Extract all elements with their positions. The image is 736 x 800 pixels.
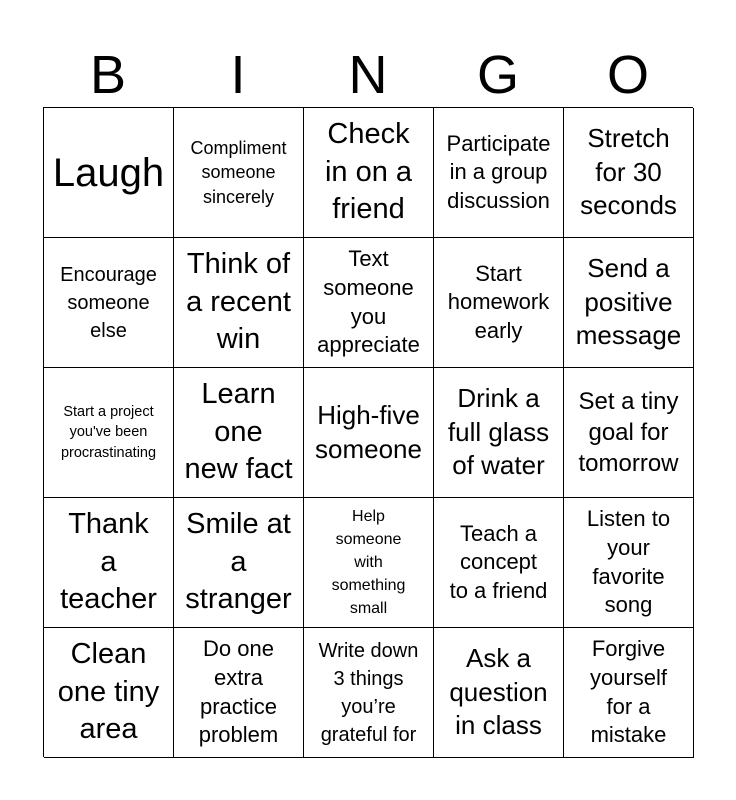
cell-text: Do one extra practice problem — [198, 636, 279, 748]
bingo-cell[interactable] — [304, 628, 434, 758]
bingo-cell[interactable] — [44, 498, 174, 628]
bingo-cell[interactable] — [44, 108, 174, 238]
bingo-cell[interactable] — [434, 238, 564, 368]
bingo-cell[interactable] — [564, 238, 694, 368]
bingo-cell[interactable] — [564, 368, 694, 498]
cell-text: Stretch for 30 seconds — [580, 122, 677, 221]
header-letter-b: B — [89, 45, 127, 105]
bingo-cell[interactable] — [434, 368, 564, 498]
bingo-header — [43, 44, 693, 106]
bingo-cell[interactable] — [174, 368, 304, 498]
cell-text: Start homework early — [447, 260, 550, 343]
bingo-cell[interactable] — [564, 498, 694, 628]
cell-text: Write down 3 things you’re grateful for — [318, 639, 419, 746]
cell-text: Check in on a friend — [324, 117, 413, 226]
bingo-cell[interactable] — [174, 108, 304, 238]
bingo-cell[interactable] — [434, 108, 564, 238]
bingo-board — [43, 107, 693, 757]
bingo-cell[interactable] — [174, 238, 304, 368]
cell-text: High-five someone — [315, 399, 422, 464]
cell-text: Thank a teacher — [60, 507, 157, 616]
header-letter-o: O — [606, 45, 649, 105]
header-letter-g: G — [476, 45, 519, 105]
bingo-cell[interactable] — [304, 108, 434, 238]
bingo-cell[interactable] — [434, 498, 564, 628]
cell-text: Drink a full glass of water — [447, 382, 550, 481]
bingo-cell[interactable] — [174, 498, 304, 628]
bingo-cell[interactable] — [304, 238, 434, 368]
bingo-cell[interactable] — [44, 628, 174, 758]
cell-text: Text someone you appreciate — [317, 246, 420, 358]
cell-text: Compliment someone sincerely — [190, 138, 287, 207]
cell-text: Help someone with something small — [331, 507, 406, 618]
cell-text: Forgive yourself for a mistake — [589, 636, 668, 748]
cell-text: Think of a recent win — [186, 247, 291, 356]
cell-text: Ask a question in class — [449, 642, 548, 741]
cell-text: Start a project you've been procrastinating — [60, 404, 157, 461]
cell-text: Teach a concept to a friend — [449, 520, 548, 603]
cell-text: Set a tiny goal for tomorrow — [578, 387, 679, 478]
bingo-cell[interactable] — [304, 498, 434, 628]
bingo-cell[interactable] — [304, 368, 434, 498]
bingo-cell[interactable] — [44, 368, 174, 498]
cell-text: Learn one new fact — [184, 377, 293, 486]
cell-text: Laugh — [52, 150, 165, 195]
cell-text: Encourage someone else — [60, 263, 157, 342]
cell-text: Smile at a stranger — [185, 507, 292, 616]
bingo-cell[interactable] — [564, 108, 694, 238]
bingo-cell[interactable] — [564, 628, 694, 758]
bingo-cell[interactable] — [434, 628, 564, 758]
cell-text: Clean one tiny area — [57, 637, 160, 746]
bingo-cell[interactable] — [174, 628, 304, 758]
cell-text: Send a positive message — [575, 252, 682, 351]
header-letter-n: N — [348, 45, 388, 105]
header-letter-i: I — [230, 45, 246, 105]
bingo-cell[interactable] — [44, 238, 174, 368]
cell-text: Listen to your favorite song — [586, 506, 671, 618]
cell-text: Participate in a group discussion — [446, 130, 551, 213]
